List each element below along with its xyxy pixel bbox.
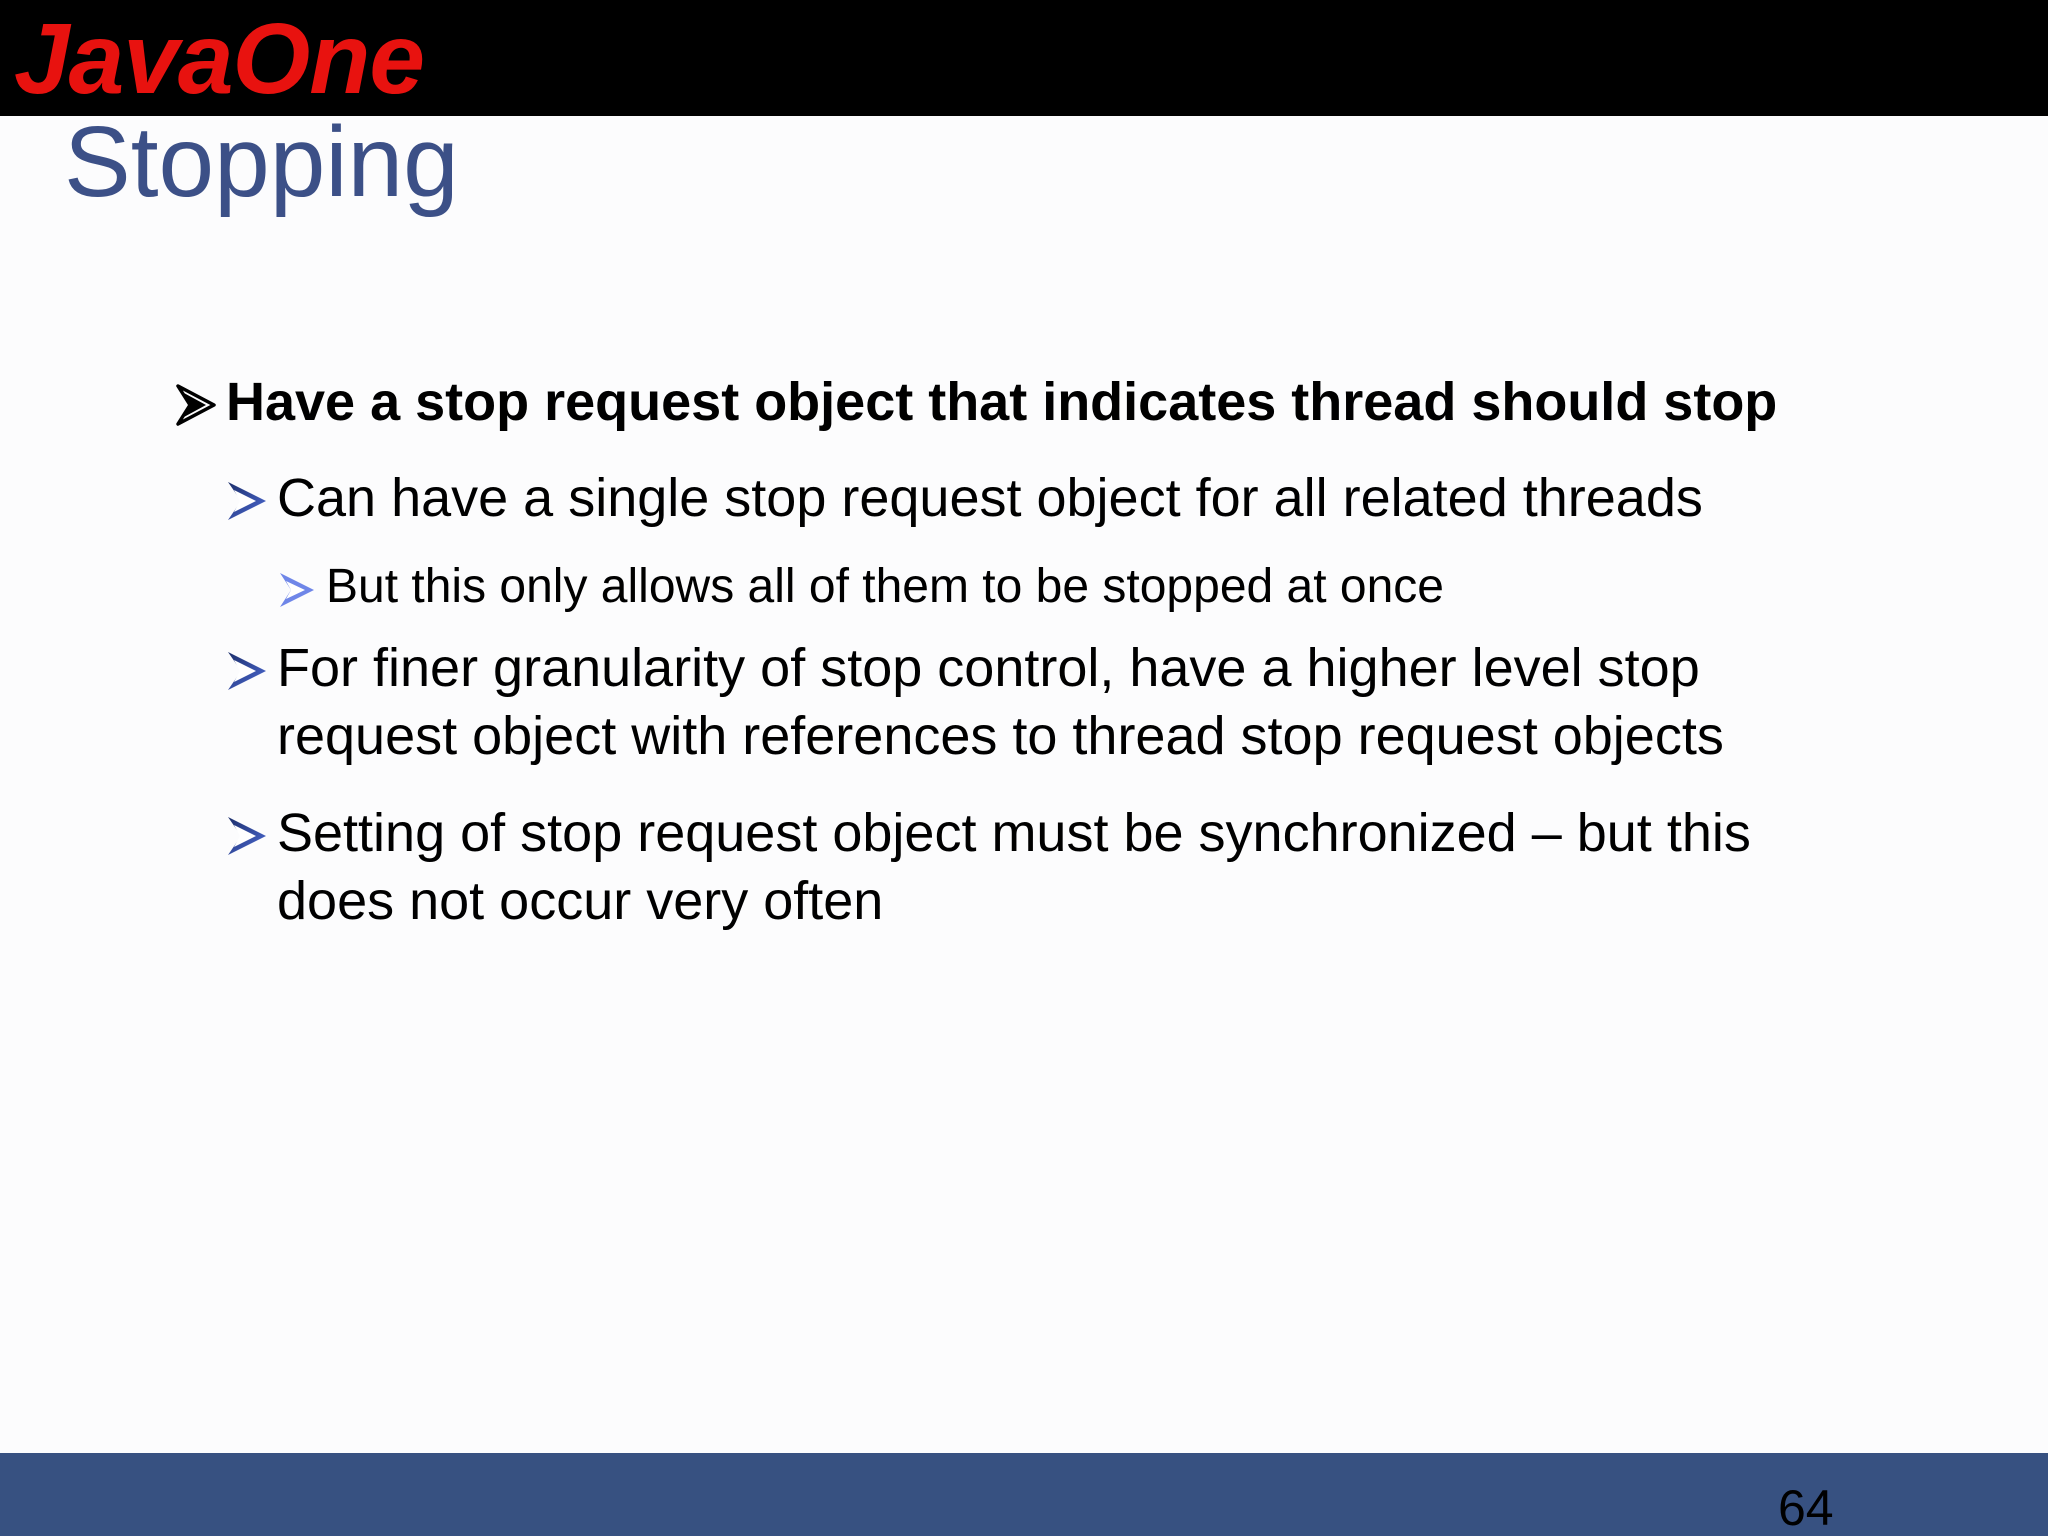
arrowhead-bullet-icon: [226, 642, 277, 710]
bullet-text: But this only allows all of them to be stopped at once: [326, 560, 1444, 613]
bullet-text: Setting of stop request object must be synchronized – but this does not occur very often: [277, 803, 1751, 931]
bullet-text: Have a stop request object that indicates thread should stop: [226, 372, 1778, 432]
arrowhead-bullet-icon: [176, 376, 226, 444]
slide-title: Stopping: [64, 106, 459, 218]
page-number: 64: [1778, 1480, 1834, 1536]
javaone-logo: JavaOne: [14, 3, 424, 115]
bullet-level3-stopped-at-once: [278, 556, 1838, 626]
arrowhead-bullet-icon: [278, 564, 326, 626]
footer-bar: [0, 1453, 2048, 1536]
arrowhead-bullet-icon: [226, 807, 277, 875]
bullet-text: For finer granularity of stop control, have a higher level stop request object with references to thread stop request objects: [277, 638, 1724, 766]
bullet-level2-synchronized: [226, 799, 1866, 935]
bullet-level1-stop-request: [176, 368, 1976, 444]
bullet-level2-finer-granularity: [226, 634, 1866, 770]
arrowhead-bullet-icon: [226, 472, 277, 540]
bullet-level2-single-stop-request: [226, 464, 1866, 540]
bullet-text: Can have a single stop request object for all related threads: [277, 468, 1703, 528]
